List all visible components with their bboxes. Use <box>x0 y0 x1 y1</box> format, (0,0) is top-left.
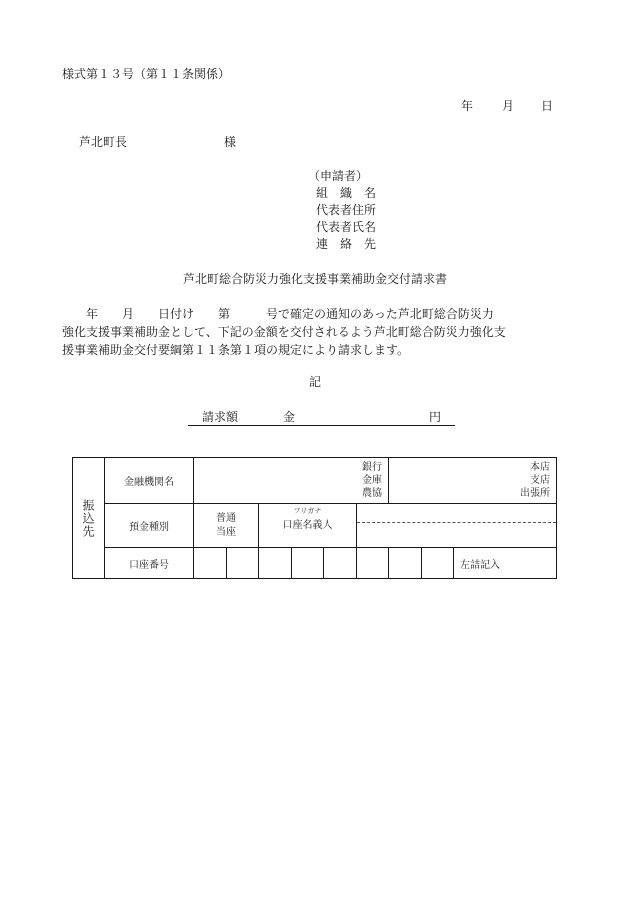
request-body <box>62 305 562 359</box>
deposit-type-label: 預金種別 <box>129 522 169 533</box>
institution-label: 金融機関名 <box>124 477 174 488</box>
document-title: 芦北町総合防災力強化支援事業補助金交付請求書 <box>182 272 447 286</box>
transfer-section-label: 振込先 <box>81 498 95 538</box>
account-holder-furigana-input[interactable] <box>357 504 556 523</box>
left-align-note-cell <box>454 548 557 579</box>
applicant-representative-label: 代表者氏名 <box>316 220 377 234</box>
addressee-honorific: 様 <box>224 135 237 149</box>
date-year: 年 <box>461 99 474 113</box>
account-digit-6[interactable] <box>357 548 389 579</box>
account-holder-label: 口座名義人 <box>282 520 333 531</box>
account-holder-name-input[interactable] <box>357 523 556 547</box>
institution-name-field[interactable] <box>194 458 389 504</box>
ki-heading: 記 <box>309 375 322 389</box>
institution-type-bank: 銀行 <box>362 462 382 473</box>
deposit-type-ordinary: 普通 <box>216 512 236 524</box>
applicant-contact-label: 連 絡 先 <box>316 237 377 251</box>
transfer-section-cell <box>73 458 105 579</box>
form-number: 様式第１３号（第１１条関係） <box>62 67 231 81</box>
body-line-1: 年 月 日付け 第 号で確定の通知のあった芦北町総合防災力 <box>62 307 494 321</box>
furigana-label: フリガナ <box>293 507 322 515</box>
institution-type-ja: 農協 <box>362 488 382 499</box>
account-digit-8[interactable] <box>422 548 454 579</box>
branch-type-main: 本店 <box>530 462 551 473</box>
date-day: 日 <box>541 99 554 113</box>
transfer-destination-table <box>72 457 557 579</box>
branch-name-field[interactable] <box>389 458 557 504</box>
account-number-label: 口座番号 <box>129 559 169 571</box>
body-line-2: 強化支援事業補助金として、下記の金額を交付されるよう芦北町総合防災力強化支 <box>62 325 506 339</box>
account-holder-label-cell <box>259 504 357 548</box>
branch-type-sub: 出張所 <box>520 488 551 499</box>
institution-type-shinkin: 金庫 <box>362 475 382 486</box>
account-digit-4[interactable] <box>292 548 324 579</box>
deposit-type-label-cell <box>105 504 194 548</box>
body-line-3: 援事業補助金交付要綱第１１条第１項の規定により請求します。 <box>62 343 410 357</box>
date-month: 月 <box>502 99 515 113</box>
institution-label-cell <box>105 458 194 504</box>
applicant-label: （申請者） <box>308 169 369 183</box>
claim-amount-line <box>188 411 455 426</box>
account-digit-2[interactable] <box>227 548 259 579</box>
applicant-organization-label: 組 織 名 <box>316 186 377 200</box>
claim-yen: 円 <box>429 410 442 424</box>
deposit-type-field[interactable] <box>194 504 259 548</box>
account-digit-5[interactable] <box>324 548 357 579</box>
branch-type-branch: 支店 <box>530 475 551 486</box>
account-digit-7[interactable] <box>389 548 422 579</box>
deposit-type-current: 当座 <box>216 526 236 538</box>
claim-kin: 金 <box>283 410 296 424</box>
left-align-note: 左詰記入 <box>460 559 500 571</box>
applicant-address-label: 代表者住所 <box>316 203 377 217</box>
account-number-label-cell <box>105 548 194 579</box>
account-holder-field[interactable] <box>357 504 557 548</box>
account-digit-1[interactable] <box>194 548 227 579</box>
addressee-name: 芦北町長 <box>79 135 128 149</box>
account-digit-3[interactable] <box>259 548 292 579</box>
claim-label: 請求額 <box>202 410 239 424</box>
